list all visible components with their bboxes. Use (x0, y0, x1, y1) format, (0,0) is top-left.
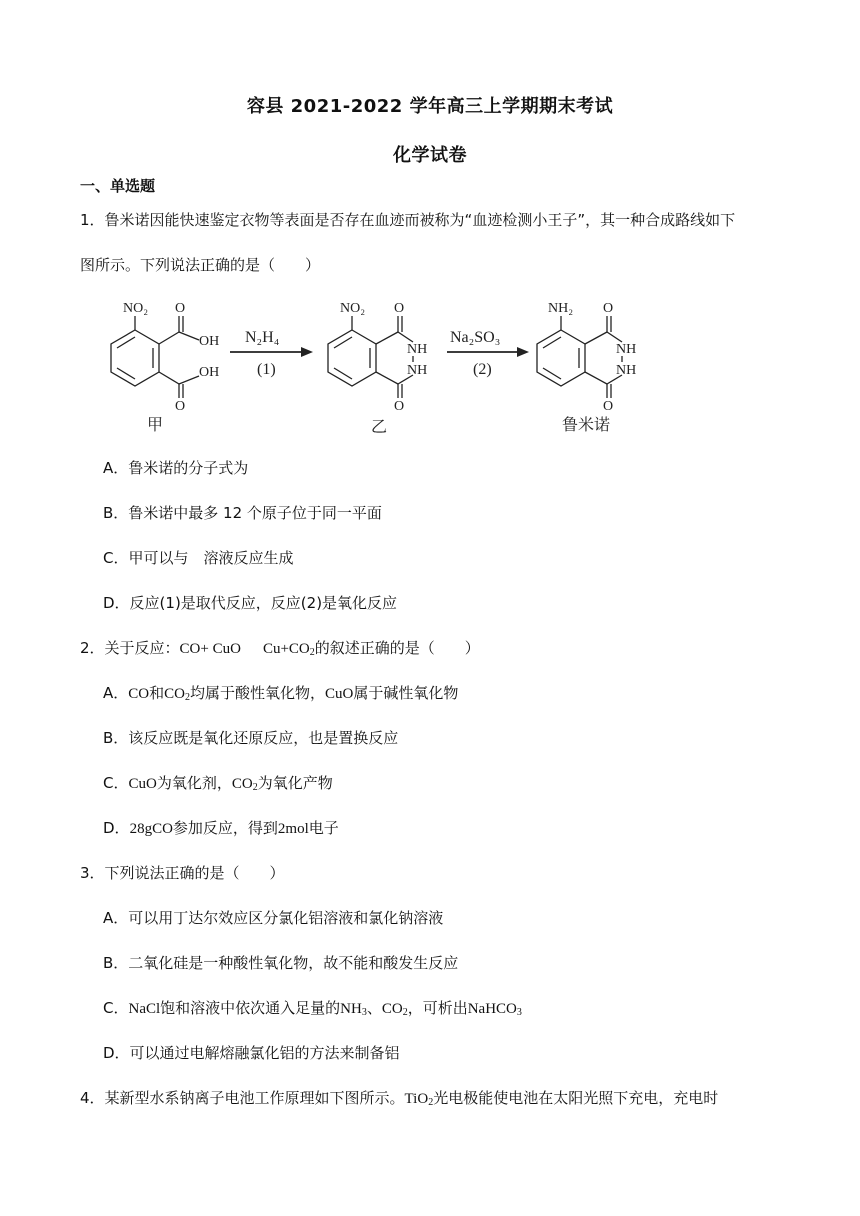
ring-jia (111, 330, 159, 386)
q4-tio2: TiO (404, 1091, 429, 1107)
yi-nh-top: NH (407, 342, 428, 357)
q3-c-text2: ，可析出 (407, 999, 468, 1017)
luminol-nh2-label: NH₂ (548, 301, 574, 316)
q1-option-d: D．反应(1)是取代反应，反应(2)是氧化反应 (103, 594, 398, 612)
q2-a-cuo: CuO (324, 686, 354, 702)
q2-products-sub: 2 (309, 647, 315, 658)
q3-c-nh3-sub: 3 (361, 1007, 367, 1018)
jia-oh-top: OH (199, 334, 220, 349)
q2-stem-prefix: 2．关于反应： (80, 639, 180, 657)
q1-option-c: C．甲可以与 溶液反应生成 (103, 549, 294, 567)
luminol-o-top: O (603, 301, 614, 316)
q3-c-nahco3-sub: 3 (516, 1007, 522, 1018)
q3-option-d: D．可以通过电解熔融氯化铝的方法来制备铝 (103, 1044, 400, 1062)
compound-luminol-label: 鲁米诺 (562, 417, 611, 434)
q2-option-d (103, 817, 339, 838)
jia-no2-label: NO₂ (123, 301, 149, 316)
q2-c-text2: 为氧化产物 (257, 774, 333, 792)
question-1-stem-line1: 1．鲁米诺因能快速鉴定衣物等表面是否存在血迹而被称为“血迹检测小王子”，其一种合成路线如下 (80, 211, 736, 229)
q2-c-prefix: C． (103, 774, 129, 792)
ring-luminol (537, 330, 585, 386)
reaction-scheme (95, 292, 675, 442)
question-4-stem (80, 1087, 718, 1108)
q2-option-b: B．该反应既是氧化还原反应，也是置换反应 (103, 729, 399, 747)
q2-a-co2-sub: 2 (184, 692, 190, 703)
page-subtitle: 化学试卷 (393, 145, 467, 166)
q2-a-and: 和 (149, 684, 165, 702)
q4-tio2-sub: 2 (428, 1097, 434, 1108)
q3-c-text1: 饱和溶液中依次通入足量的 (160, 999, 341, 1017)
q2-option-c (103, 772, 333, 793)
luminol-nh-top: NH (616, 342, 637, 357)
q2-a-co: CO (128, 686, 150, 702)
reagent-2: Na₂SO₃ (450, 329, 501, 346)
q3-option-c (103, 997, 522, 1018)
q3-option-a: A．可以用丁达尔效应区分氯化铝溶液和氯化钠溶液 (103, 909, 444, 927)
question-3-stem: 3．下列说法正确的是（ ） (80, 864, 285, 882)
q3-c-sep: 、 (366, 999, 382, 1017)
q4-stem-text1: 4．某新型水系钠离子电池工作原理如下图所示。 (80, 1089, 405, 1107)
q3-c-nacl: NaCl (128, 1001, 161, 1017)
q3-option-b: B．二氧化硅是一种酸性氧化物，故不能和酸发生反应 (103, 954, 459, 972)
yi-o-top: O (394, 301, 405, 316)
question-2-stem (80, 637, 480, 658)
step-2-label: (2) (473, 361, 492, 378)
q2-c-co2: CO (231, 776, 253, 792)
q3-c-co2: CO (381, 1001, 403, 1017)
jia-o-top: O (175, 301, 186, 316)
yi-o-bottom: O (394, 399, 405, 414)
q2-d-text1: 参加反应，得到 (172, 819, 278, 837)
q3-c-nahco3: NaHCO (467, 1001, 517, 1017)
q2-a-text1: 均属于酸性氧化物， (189, 684, 325, 702)
reagent-1: N₂H₄ (245, 329, 280, 346)
ring-yi (328, 330, 376, 386)
q4-stem-text2: 光电极能使电池在太阳光照下充电，充电时 (433, 1089, 719, 1107)
q3-c-co2-sub: 2 (402, 1007, 408, 1018)
luminol-o-bottom: O (603, 399, 614, 414)
compound-jia-label: 甲 (147, 417, 164, 434)
jia-oh-bottom: OH (199, 365, 220, 380)
q2-d-mol: 2mol (277, 821, 309, 837)
q2-products: Cu+CO (262, 641, 310, 657)
yi-nh-bottom: NH (407, 363, 428, 378)
q2-stem-suffix: 的叙述正确的是（ ） (314, 639, 480, 657)
jia-o-bottom: O (175, 399, 186, 414)
q2-a-prefix: A． (103, 684, 129, 702)
q2-a-co2: CO (164, 686, 185, 702)
step-1-label: (1) (257, 361, 276, 378)
yi-no2-label: NO₂ (340, 301, 366, 316)
q2-d-text2: 电子 (308, 819, 339, 837)
q2-d-prefix: D． (103, 819, 130, 837)
q2-d-mass: 28gCO (129, 821, 173, 837)
q2-c-co2-sub: 2 (252, 782, 258, 793)
q1-option-a: A．鲁米诺的分子式为 (103, 459, 249, 477)
q1-option-b: B．鲁米诺中最多 12 个原子位于同一平面 (103, 504, 382, 522)
question-1-stem-line2: 图所示。下列说法正确的是（ ） (80, 256, 321, 274)
page-title: 容县 2021-2022 学年高三上学期期末考试 (246, 96, 614, 117)
q2-c-cuo: CuO (128, 776, 157, 792)
q2-c-text1: 为氧化剂， (156, 774, 232, 792)
q3-c-nh3: NH (340, 1001, 362, 1017)
luminol-nh-bottom: NH (616, 363, 637, 378)
q3-c-prefix: C． (103, 999, 129, 1017)
compound-yi-label: 乙 (371, 419, 388, 436)
q2-option-a (103, 682, 458, 703)
q2-a-text2: 属于碱性氧化物 (353, 684, 459, 702)
section-heading: 一、单选题 (80, 177, 156, 195)
q2-reactants: CO+ CuO (179, 641, 241, 657)
